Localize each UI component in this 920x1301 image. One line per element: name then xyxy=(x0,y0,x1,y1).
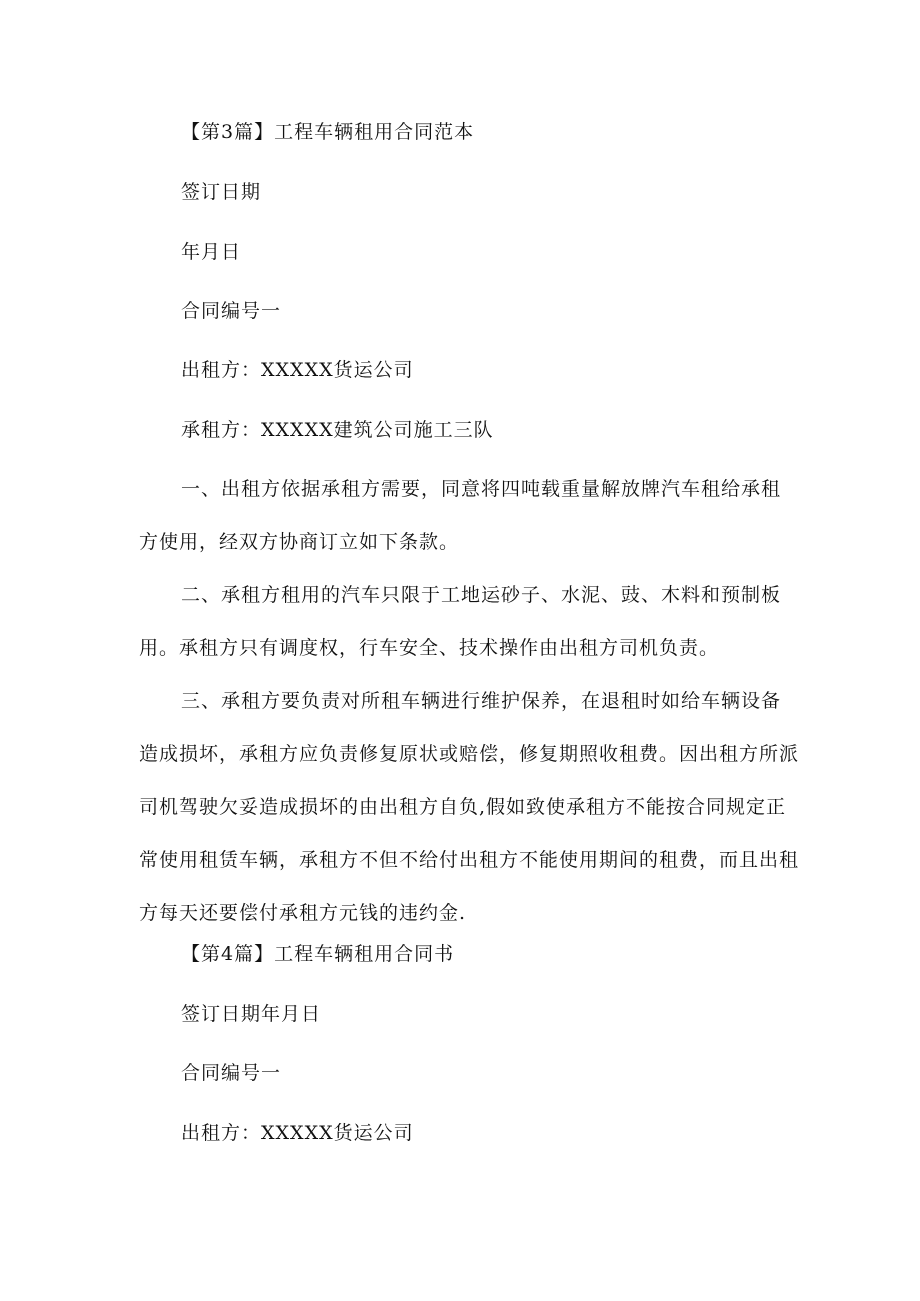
clause-line: 方每天还要偿付承租方元钱的违约金. xyxy=(139,902,467,924)
section3-sign-date-label: 签订日期 xyxy=(181,181,262,203)
clause-line: 一、出租方依据承租方需要，同意将四吨载重量解放牌汽车租给承租 xyxy=(181,478,782,500)
clause-line: 造成损坏，承租方应负责修复原状或赔偿，修复期照收租费。因出租方所派 xyxy=(139,743,800,765)
clause-line: 三、承租方要负责对所租车辆进行维护保养，在退租时如给车辆设备 xyxy=(181,690,782,712)
section4-contract-number: 合同编号一 xyxy=(181,1062,282,1084)
clause-line: 方使用，经双方协商订立如下条款。 xyxy=(139,531,460,553)
section3-date-line: 年月日 xyxy=(181,241,242,263)
section3-lessee: 承租方：XXXXX建筑公司施工三队 xyxy=(181,419,494,441)
clause-line: 司机驾驶欠妥造成损坏的由出租方自负,假如致使承租方不能按合同规定正 xyxy=(139,796,787,818)
section3-clause-3 xyxy=(139,690,801,924)
section4-sign-date-line: 签订日期年月日 xyxy=(181,1003,322,1025)
section3-heading: 【第3篇】工程车辆租用合同范本 xyxy=(181,121,475,143)
section3-contract-number: 合同编号一 xyxy=(181,300,282,322)
section3-clause-2 xyxy=(139,584,801,659)
clause-line: 常使用租赁车辆，承租方不但不给付出租方不能使用期间的租费，而且出租 xyxy=(139,849,800,871)
section3-lessor: 出租方：XXXXX货运公司 xyxy=(181,359,414,381)
section4-heading: 【第4篇】工程车辆租用合同书 xyxy=(181,943,455,965)
section4-lessor: 出租方：XXXXX货运公司 xyxy=(181,1122,414,1144)
clause-line: 用。承租方只有调度权，行车安全、技术操作由出租方司机负责。 xyxy=(139,637,720,659)
clause-line: 二、承租方租用的汽车只限于工地运砂子、水泥、豉、木料和预制板 xyxy=(181,584,782,606)
section3-clause-1 xyxy=(139,478,801,553)
